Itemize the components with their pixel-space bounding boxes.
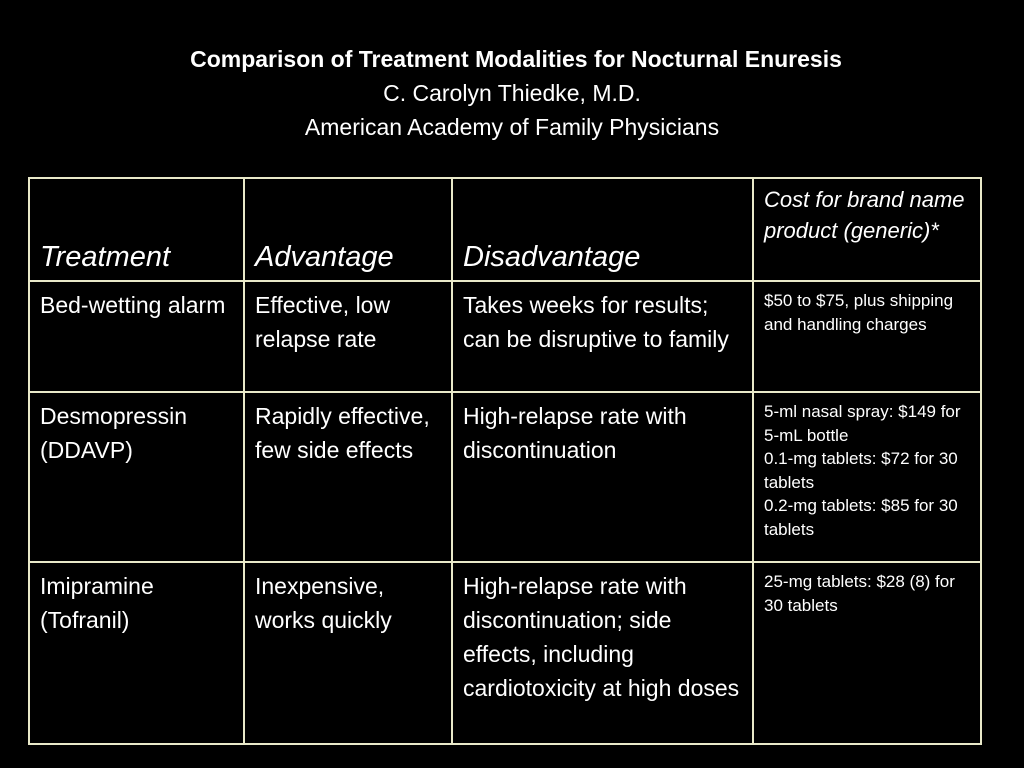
header-cost: Cost for brand name product (generic)* bbox=[753, 178, 981, 281]
cost-line: 0.1-mg tablets: $72 for 30 tablets bbox=[764, 449, 958, 492]
cost-line: 25-mg tablets: $28 (8) for 30 tablets bbox=[764, 572, 955, 615]
advantage-cell: Inexpensive, works quickly bbox=[244, 562, 452, 744]
disadvantage-cell: High-relapse rate with discontinuation; side effects, including cardiotoxicity at high doses bbox=[452, 562, 753, 744]
treatment-cell: Bed-wetting alarm bbox=[29, 281, 244, 392]
header-advantage: Advantage bbox=[244, 178, 452, 281]
table-row bbox=[29, 562, 981, 744]
table-row bbox=[29, 281, 981, 392]
cost-cell bbox=[753, 281, 981, 392]
slide-title: Comparison of Treatment Modalities for Nocturnal Enuresis bbox=[190, 46, 842, 72]
table-row bbox=[29, 392, 981, 562]
header-disadvantage: Disadvantage bbox=[452, 178, 753, 281]
comparison-table bbox=[28, 177, 982, 745]
cost-line: $50 to $75, plus shipping and handling charges bbox=[764, 291, 954, 334]
treatment-cell: Imipramine (Tofranil) bbox=[29, 562, 244, 744]
disadvantage-cell: Takes weeks for results; can be disruptive to family bbox=[452, 281, 753, 392]
treatment-cell: Desmopressin (DDAVP) bbox=[29, 392, 244, 562]
slide-header bbox=[0, 42, 1024, 144]
cost-line: 0.2-mg tablets: $85 for 30 tablets bbox=[764, 496, 958, 539]
cost-cell bbox=[753, 392, 981, 562]
cost-cell bbox=[753, 562, 981, 744]
advantage-cell: Rapidly effective, few side effects bbox=[244, 392, 452, 562]
disadvantage-cell: High-relapse rate with discontinuation bbox=[452, 392, 753, 562]
header-treatment: Treatment bbox=[29, 178, 244, 281]
author-name: C. Carolyn Thiedke, M.D. bbox=[383, 80, 641, 106]
advantage-cell: Effective, low relapse rate bbox=[244, 281, 452, 392]
table-header-row bbox=[29, 178, 981, 281]
cost-line: 5-ml nasal spray: $149 for 5-mL bottle bbox=[764, 402, 961, 445]
organization-name: American Academy of Family Physicians bbox=[304, 114, 720, 140]
